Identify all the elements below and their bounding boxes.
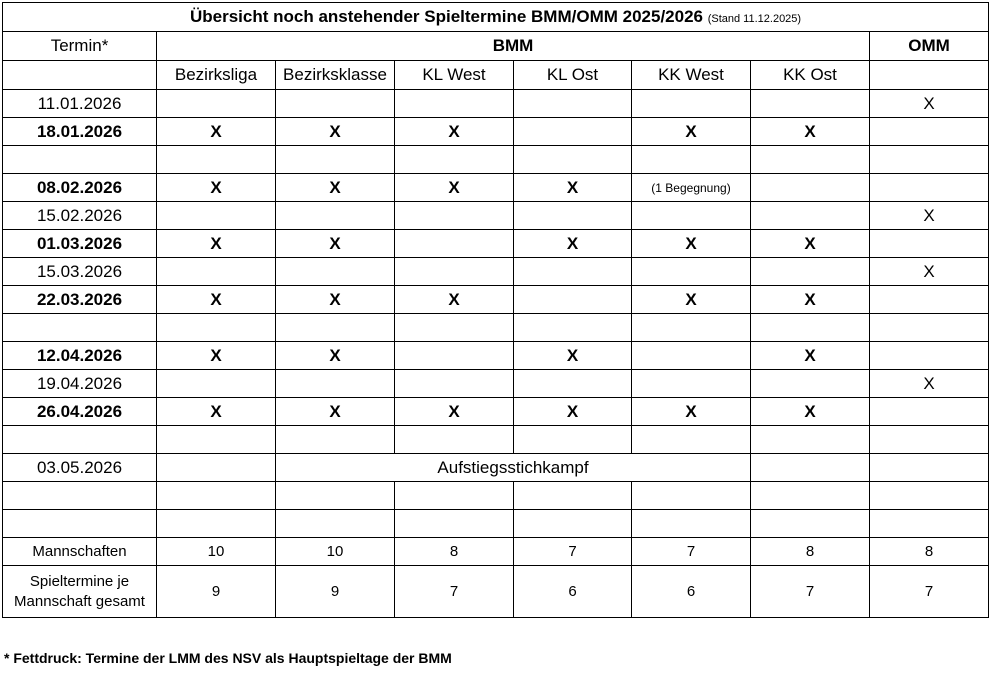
table-row <box>3 314 989 342</box>
row-date: 11.01.2026 <box>3 90 157 118</box>
row-date <box>3 426 157 454</box>
mannschaften-value: 8 <box>870 538 989 566</box>
table-cell <box>870 398 989 426</box>
table-cell <box>870 230 989 258</box>
table-row <box>3 202 989 230</box>
column-header: Bezirksliga <box>157 61 276 90</box>
table-cell <box>514 426 632 454</box>
table-cell: X <box>395 286 514 314</box>
table-cell: X <box>751 286 870 314</box>
column-header: Bezirksklasse <box>276 61 395 90</box>
table-cell <box>751 426 870 454</box>
table-row <box>3 398 989 426</box>
column-header: KK West <box>632 61 751 90</box>
table-row <box>3 286 989 314</box>
table-cell: X <box>751 230 870 258</box>
spieltermine-value: 7 <box>395 566 514 618</box>
table-cell <box>632 342 751 370</box>
table-cell: X <box>157 286 276 314</box>
table-cell: X <box>157 230 276 258</box>
row-date: 26.04.2026 <box>3 398 157 426</box>
table-cell <box>514 510 632 538</box>
table-cell: X <box>276 286 395 314</box>
table-cell <box>395 510 514 538</box>
table-row <box>3 146 989 174</box>
header-bmm: BMM <box>157 32 870 61</box>
table-cell <box>514 314 632 342</box>
table-cell <box>276 202 395 230</box>
mannschaften-value: 10 <box>276 538 395 566</box>
title-main: Übersicht noch anstehender Spieltermine BMM/OMM 2025/2026 <box>190 7 703 26</box>
table-cell: X <box>276 174 395 202</box>
table-cell <box>751 454 870 482</box>
table-cell <box>632 90 751 118</box>
table-cell: X <box>157 342 276 370</box>
row-date: 12.04.2026 <box>3 342 157 370</box>
table-cell <box>395 314 514 342</box>
table-cell <box>514 370 632 398</box>
table-cell: X <box>157 174 276 202</box>
row-date: 15.02.2026 <box>3 202 157 230</box>
table-cell <box>276 258 395 286</box>
table-cell <box>395 202 514 230</box>
table-cell <box>751 174 870 202</box>
column-header: KK Ost <box>751 61 870 90</box>
table-cell: X <box>395 398 514 426</box>
table-title <box>3 3 989 32</box>
table-cell <box>276 482 395 510</box>
table-cell: X <box>514 230 632 258</box>
table-row <box>3 258 989 286</box>
spieltermine-value: 7 <box>751 566 870 618</box>
table-cell <box>870 426 989 454</box>
table-cell <box>514 258 632 286</box>
table-cell <box>157 90 276 118</box>
spieltermine-value: 9 <box>276 566 395 618</box>
row-date: 08.02.2026 <box>3 174 157 202</box>
row-date <box>3 314 157 342</box>
table-cell <box>514 286 632 314</box>
table-cell <box>276 510 395 538</box>
table-cell <box>632 258 751 286</box>
table-cell: X <box>632 118 751 146</box>
aufstieg-label: Aufstiegsstichkampf <box>276 454 751 482</box>
title-stand: (Stand 11.12.2025) <box>707 13 802 25</box>
table-cell <box>157 454 276 482</box>
table-cell: X <box>157 398 276 426</box>
table-cell <box>514 146 632 174</box>
table-cell: X <box>276 398 395 426</box>
table-cell <box>632 202 751 230</box>
table-cell: X <box>395 118 514 146</box>
table-cell <box>870 118 989 146</box>
table-cell: X <box>751 398 870 426</box>
table-cell <box>395 258 514 286</box>
spieltermine-value: 7 <box>870 566 989 618</box>
table-cell: X <box>514 342 632 370</box>
aufstieg-date: 03.05.2026 <box>3 454 157 482</box>
table-cell <box>751 314 870 342</box>
table-cell <box>514 482 632 510</box>
table-cell <box>395 342 514 370</box>
table-row <box>3 90 989 118</box>
table-cell <box>870 146 989 174</box>
table-cell <box>632 482 751 510</box>
table-cell <box>3 482 157 510</box>
table-cell: X <box>276 342 395 370</box>
table-cell <box>395 482 514 510</box>
mannschaften-value: 8 <box>751 538 870 566</box>
table-cell: X <box>632 230 751 258</box>
spieltermine-label-line1: Spieltermine je <box>29 572 130 590</box>
table-cell <box>157 258 276 286</box>
table-cell: X <box>157 118 276 146</box>
spieltermine-value: 9 <box>157 566 276 618</box>
table-cell <box>632 314 751 342</box>
row-date <box>3 146 157 174</box>
table-cell <box>395 370 514 398</box>
table-cell <box>751 370 870 398</box>
column-header-omm-empty <box>870 61 989 90</box>
table-cell <box>157 146 276 174</box>
table-cell <box>276 370 395 398</box>
table-cell <box>395 230 514 258</box>
table-cell <box>751 510 870 538</box>
table-cell <box>157 510 276 538</box>
row-date: 19.04.2026 <box>3 370 157 398</box>
table-cell <box>395 90 514 118</box>
table-cell <box>514 90 632 118</box>
column-header: KL West <box>395 61 514 90</box>
mannschaften-value: 7 <box>632 538 751 566</box>
row-date: 15.03.2026 <box>3 258 157 286</box>
table-cell: X <box>870 258 989 286</box>
table-row <box>3 174 989 202</box>
table-cell: X <box>870 370 989 398</box>
table-cell <box>632 426 751 454</box>
table-cell <box>157 314 276 342</box>
spieltermine-label <box>3 566 157 618</box>
column-header: KL Ost <box>514 61 632 90</box>
table-row <box>3 118 989 146</box>
table-cell <box>870 454 989 482</box>
table-cell: X <box>276 118 395 146</box>
table-cell: X <box>514 398 632 426</box>
header-termin: Termin* <box>3 32 157 61</box>
table-cell <box>751 202 870 230</box>
table-cell <box>157 426 276 454</box>
table-row <box>3 426 989 454</box>
subheader-empty <box>3 61 157 90</box>
table-cell: X <box>870 202 989 230</box>
table-cell <box>870 174 989 202</box>
table-cell: X <box>751 342 870 370</box>
row-date: 01.03.2026 <box>3 230 157 258</box>
spieltermine-value: 6 <box>514 566 632 618</box>
table-cell <box>751 90 870 118</box>
table-cell <box>514 118 632 146</box>
table-cell: X <box>395 174 514 202</box>
table-cell: X <box>632 286 751 314</box>
table-cell <box>870 510 989 538</box>
schedule-table <box>2 2 989 618</box>
table-cell <box>157 202 276 230</box>
table-row <box>3 370 989 398</box>
table-cell <box>276 90 395 118</box>
table-cell: (1 Begegnung) <box>632 174 751 202</box>
spieltermine-label-line2: Mannschaft gesamt <box>14 592 145 610</box>
table-cell <box>157 370 276 398</box>
table-cell <box>751 258 870 286</box>
table-cell <box>870 286 989 314</box>
table-cell <box>632 146 751 174</box>
table-cell: X <box>870 90 989 118</box>
mannschaften-label: Mannschaften <box>3 538 157 566</box>
table-cell <box>395 426 514 454</box>
table-cell <box>632 370 751 398</box>
table-row <box>3 230 989 258</box>
table-cell <box>3 510 157 538</box>
table-cell <box>395 146 514 174</box>
spieltermine-value: 6 <box>632 566 751 618</box>
table-cell <box>751 482 870 510</box>
table-cell <box>632 510 751 538</box>
table-cell <box>276 426 395 454</box>
table-cell <box>514 202 632 230</box>
mannschaften-value: 8 <box>395 538 514 566</box>
row-date: 22.03.2026 <box>3 286 157 314</box>
table-cell: X <box>514 174 632 202</box>
table-cell: X <box>751 118 870 146</box>
footnote: * Fettdruck: Termine der LMM des NSV als Hauptspieltage der BMM <box>4 650 452 666</box>
header-omm: OMM <box>870 32 989 61</box>
row-date: 18.01.2026 <box>3 118 157 146</box>
table-cell <box>157 482 276 510</box>
table-row <box>3 342 989 370</box>
table-cell <box>870 342 989 370</box>
table-cell <box>870 314 989 342</box>
table-cell <box>870 482 989 510</box>
mannschaften-value: 7 <box>514 538 632 566</box>
table-cell: X <box>276 230 395 258</box>
table-cell <box>751 146 870 174</box>
table-cell <box>276 146 395 174</box>
table-cell <box>276 314 395 342</box>
mannschaften-value: 10 <box>157 538 276 566</box>
table-cell: X <box>632 398 751 426</box>
